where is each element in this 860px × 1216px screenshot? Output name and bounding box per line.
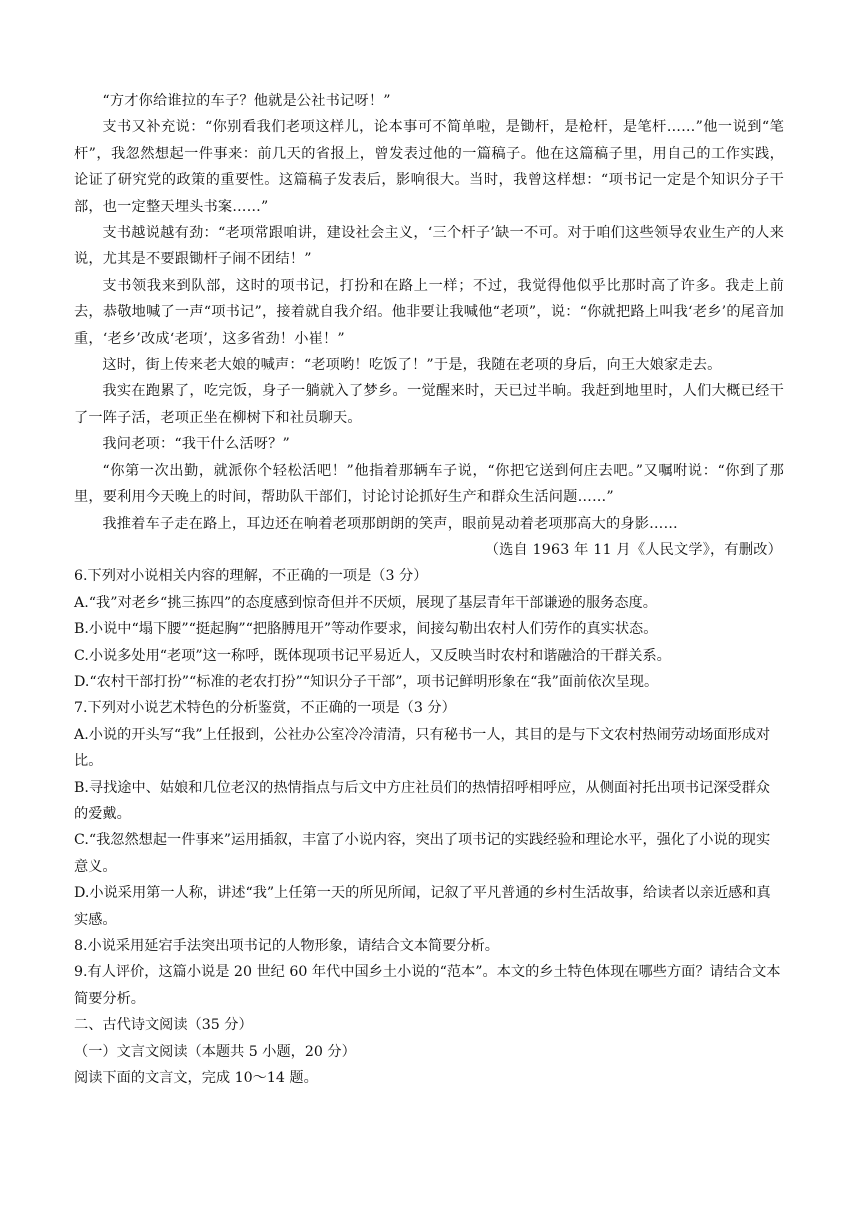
paragraph: “你第一次出勤，就派你个轻松活吧！”他指着那辆车子说，“你把它送到何庄去吧。”又嘱咐说：“你到了那里，要利用今天晚上的时间，帮助队干部们，讨论讨论抓好生产和群众生活问题……” [74,462,784,506]
question-7-stem: 7.下列对小说艺术特色的分析鉴赏，不正确的一项是（3 分） [74,700,456,717]
question-6-option-b: B.小说中“塌下腰”“挺起胸”“把胳膊甩开”等动作要求，间接勾勒出农村人们劳作的真实状态。 [74,621,658,638]
section-heading: 二、古代诗文阅读（35 分） [74,1017,253,1034]
question-9: 9.有人评价，这篇小说是 20 世纪 60 年代中国乡土小说的“范本”。本文的乡土特色体现在哪些方面？请结合文本简要分析。 [74,964,781,1007]
questions [74,563,784,1012]
source-note: （选自 1963 年 11 月《人民文学》，有删改） [484,541,782,558]
story-passage [74,88,784,563]
question-7-option-a: A.小说的开头写“我”上任报到，公社办公室冷冷清清，只有秘书一人，其目的是与下文农村热闹劳动场面形成对比。 [74,726,771,770]
section-two [74,1012,784,1091]
paragraph: 我推着车子走在路上，耳边还在响着老项那朗朗的笑声，眼前晃动着老项那高大的身影…… [102,515,678,532]
paragraph: 支书越说越有劲：“老项常跟咱讲，建设社会主义，‘三个杆子’缺一不可。对于咱们这些领导农业生产的人来说，尤其是不要跟锄杆子闹不团结！” [74,225,784,268]
section-subheading: （一）文言文阅读（本题共 5 小题，20 分） [74,1043,356,1060]
paragraph: 支书领我来到队部，这时的项书记，打扮和在路上一样；不过，我觉得他似乎比那时高了许多。我走上前去，恭敬地喊了一声“项书记”，接着就自我介绍。他非要让我喊他“老项”，说：“你就把路上叫我‘老乡’的尾音加重，‘老乡’改成‘老项’，这多省劲！小崔！” [74,277,784,347]
question-7-option-d: D.小说采用第一人称，讲述“我”上任第一天的所见所闻，记叙了平凡普通的乡村生活故事，给读者以亲近感和真实感。 [74,885,771,928]
question-6-stem: 6.下列对小说相关内容的理解，不正确的一项是（3 分） [74,568,428,585]
question-7-option-c: C.“我忽然想起一件事来”运用插叙，丰富了小说内容，突出了项书记的实践经验和理论水平，强化了小说的现实意义。 [74,832,771,875]
section-instruction: 阅读下面的文言文，完成 10～14 题。 [74,1070,318,1087]
paragraph: 这时，街上传来老大娘的喊声：“老项哟！吃饭了！”于是，我随在老项的身后，向王大娘家走去。 [102,357,722,374]
paragraph: 我实在跑累了，吃完饭，身子一躺就入了梦乡。一觉醒来时，天已过半晌。我赶到地里时，人们大概已经干了一阵子活，老项正坐在柳树下和社员聊天。 [74,383,784,426]
question-6-option-a: A.“我”对老乡“挑三拣四”的态度感到惊奇但并不厌烦，展现了基层青年干部谦逊的服务态度。 [74,594,657,611]
paragraph: 我问老项：“我干什么活呀？” [102,436,290,453]
paragraph: “方才你给谁拉的车子？他就是公社书记呀！” [102,93,391,109]
question-6-option-c: C.小说多处用“老项”这一称呼，既体现项书记平易近人，又反映当时农村和谐融洽的干群关系。 [74,647,671,664]
question-8: 8.小说采用延宕手法突出项书记的人物形象，请结合文本简要分析。 [74,938,499,954]
question-6-option-d: D.“农村干部打扮”“标准的老农打扮”“知识分子干部”，项书记鲜明形象在“我”面前依次呈现。 [74,673,659,690]
question-7-option-b: B.寻找途中、姑娘和几位老汉的热情指点与后文中方庄社员们的热情招呼相呼应，从侧面衬托出项书记深受群众的爱戴。 [74,779,770,822]
paragraph: 支书又补充说：“你别看我们老项这样儿，论本事可不简单啦，是锄杆，是枪杆，是笔杆……”他一说到“笔杆”，我忽然想起一件事来：前几天的省报上，曾发表过他的一篇稿子。他在这篇稿子里，用自己的工作实践，论证了研究党的政策的重要性。这篇稿子发表后，影响很大。当时，我曾这样想：“项书记一定是个知识分子干部，也一定整天埋头书案……” [74,119,784,215]
